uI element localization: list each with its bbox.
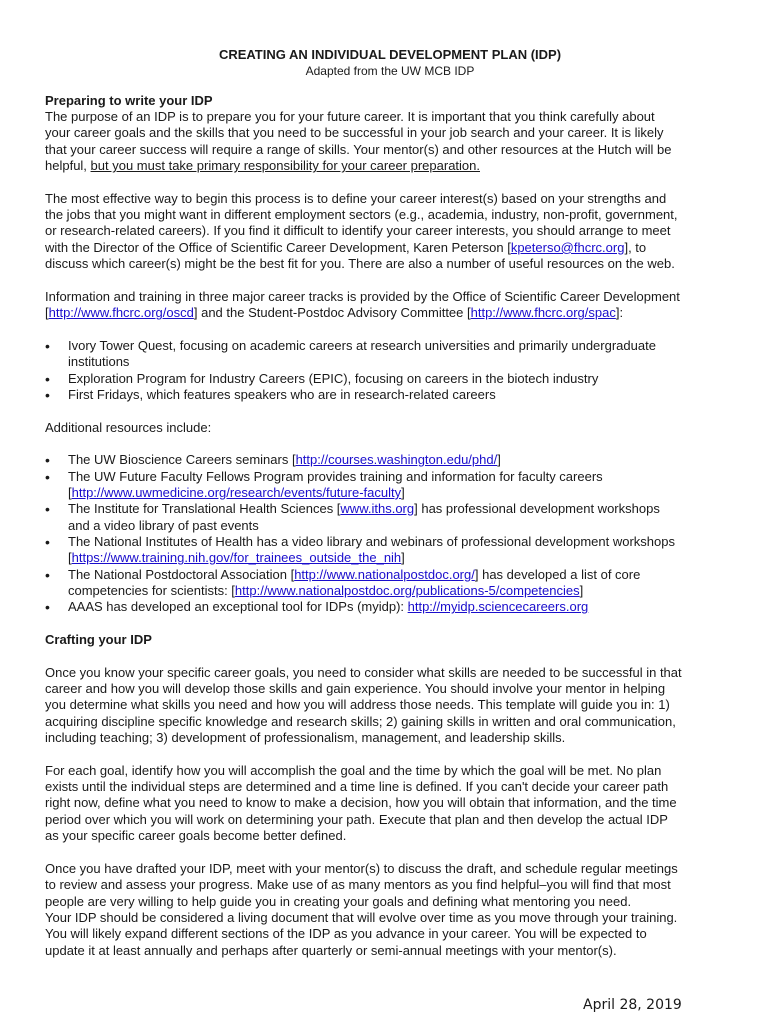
spacer <box>45 648 735 664</box>
list-item <box>45 599 735 615</box>
text-run: The UW Bioscience Careers seminars [ <box>68 452 296 468</box>
document-body <box>45 47 735 975</box>
list-item <box>45 534 735 567</box>
list-item <box>45 338 735 371</box>
hyperlink[interactable]: http://www.nationalpostdoc.org/ <box>294 566 475 582</box>
text-run: Once you know your specific career goals, you need to consider what skills are needed to be successful in that career and how you will develop those skills and gain experience. You should involve your mentor in helping you determine what skills you need and how you will address those needs. This template will guide you in: 1) acquiring discipline specific knowledge and research skills; 2) gaining skills in written and oral communication, including teaching; 3) development of professionalism, management, and leadership skills. <box>45 664 682 746</box>
list-item <box>45 567 735 600</box>
text-run: The most effective way to begin this process is to define your career interest(s) based on your strengths and the jobs that you might want in different employment sectors (e.g., academia, industry, non-profit, government, or research-related careers). If you find it difficult to identify your career interests, you should arrange to meet with the Director of the Office of Scientific Career Development, Karen Peterson [ <box>45 190 678 255</box>
hyperlink[interactable]: http://courses.washington.edu/phd/ <box>295 452 498 468</box>
bullet-list <box>45 338 735 403</box>
text-run: ] <box>579 583 584 598</box>
hyperlink[interactable]: http://www.nationalpostdoc.org/publications-5/competencies <box>234 583 580 598</box>
text-run: The Institute for Translational Health Sciences [ <box>68 501 341 517</box>
paragraph <box>45 763 735 845</box>
text-run: Information and training in three major career tracks is provided by the Office of Scientific Career Development [ <box>45 288 680 321</box>
underlined-text: but you must take primary responsibility for your career preparation. <box>90 158 480 174</box>
paragraph <box>45 420 735 436</box>
paragraph <box>45 191 735 273</box>
hyperlink[interactable]: http://www.fhcrc.org/oscd <box>48 305 194 321</box>
list-item <box>45 469 735 502</box>
text-run: The National Postdoctoral Association [ <box>68 566 295 582</box>
paragraph <box>45 665 735 747</box>
paragraph <box>45 861 735 959</box>
document-title: CREATING AN INDIVIDUAL DEVELOPMENT PLAN (IDP) <box>218 47 562 62</box>
text-run: ] has professional development workshops and a video library of past events <box>68 501 660 533</box>
hyperlink[interactable]: http://myidp.sciencecareers.org <box>407 599 589 615</box>
list-item <box>45 387 735 403</box>
document-date: April 28, 2019 <box>583 997 682 1013</box>
hyperlink[interactable]: kpeterso@fhcrc.org <box>510 239 625 255</box>
text-run: Ivory Tower Quest, focusing on academic careers at research universities and primarily undergraduate institutions <box>68 337 656 370</box>
section-heading: Preparing to write your IDP <box>45 92 213 108</box>
text-run: The purpose of an IDP is to prepare you for your future career. It is important that you think carefully about your career goals and the skills that you need to be successful in your job search and your career. It is likely that your career success will require a range of skills. Your mentor(s) and other resources at the Hutch will be helpful, <box>45 109 672 174</box>
paragraph <box>45 289 735 322</box>
text-run: ], to discuss which career(s) might be the best fit for you. There are also a number of useful resources on the web. <box>45 239 675 272</box>
bullet-list <box>45 452 735 615</box>
text-run: Exploration Program for Industry Careers (EPIC), focusing on careers in the biotech industry <box>68 370 599 386</box>
text-run: ]: <box>615 305 624 321</box>
text-run: For each goal, identify how you will accomplish the goal and the time by which the goal will be met. No plan exists until the individual steps are determined and a time line is defined. If you can't decide your career path right now, define what you need to know to make a decision, how you will obtain that information, and the time period over which you will work on determining your path. Execute that plan and then develop the actual IDP as your specific career goals become better defined. <box>45 762 677 844</box>
document-content <box>45 93 735 959</box>
text-run: The UW Future Faculty Fellows Program provides training and information for faculty careers [ <box>68 468 603 500</box>
text-run: ] has developed a list of core competencies for scientists: [ <box>68 566 641 598</box>
hyperlink[interactable]: http://www.uwmedicine.org/research/events/future-faculty <box>71 484 402 500</box>
section-heading: Crafting your IDP <box>45 632 152 648</box>
hyperlink[interactable]: https://www.training.nih.gov/for_trainees_outside_the_nih <box>71 550 402 566</box>
text-run: ] <box>497 452 501 468</box>
text-run: The National Institutes of Health has a video library and webinars of professional development workshops [ <box>68 533 676 566</box>
document-subtitle: Adapted from the UW MCB IDP <box>305 64 475 79</box>
hyperlink[interactable]: www.iths.org <box>340 501 415 517</box>
text-run: Once you have drafted your IDP, meet with your mentor(s) to discuss the draft, and schedule regular meetings to review and assess your progress. Make use of as many mentors as you find helpful–you will find that most people are very willing to help guide you in creating your goals and defining what mentoring you need. Your IDP should be considered a living document that will evolve over time as you move through your training. You will likely expand different sections of the IDP as you advance in your career. You will be expected to update it at least annually and perhaps after quarterly or semi-annual meetings with your mentor(s). <box>45 860 678 958</box>
list-item <box>45 501 735 534</box>
list-item <box>45 371 735 387</box>
text-run: First Fridays, which features speakers who are in research-related careers <box>68 386 496 402</box>
text-run: ] <box>401 550 405 566</box>
text-run: AAAS has developed an exceptional tool for IDPs (myidp): <box>68 599 408 615</box>
text-run: ] <box>401 484 405 500</box>
paragraph <box>45 109 735 174</box>
hyperlink[interactable]: http://www.fhcrc.org/spac <box>470 305 616 321</box>
list-item <box>45 452 735 468</box>
text-run: Additional resources include: <box>45 419 212 435</box>
text-run: ] and the Student-Postdoc Advisory Committee [ <box>193 305 471 321</box>
